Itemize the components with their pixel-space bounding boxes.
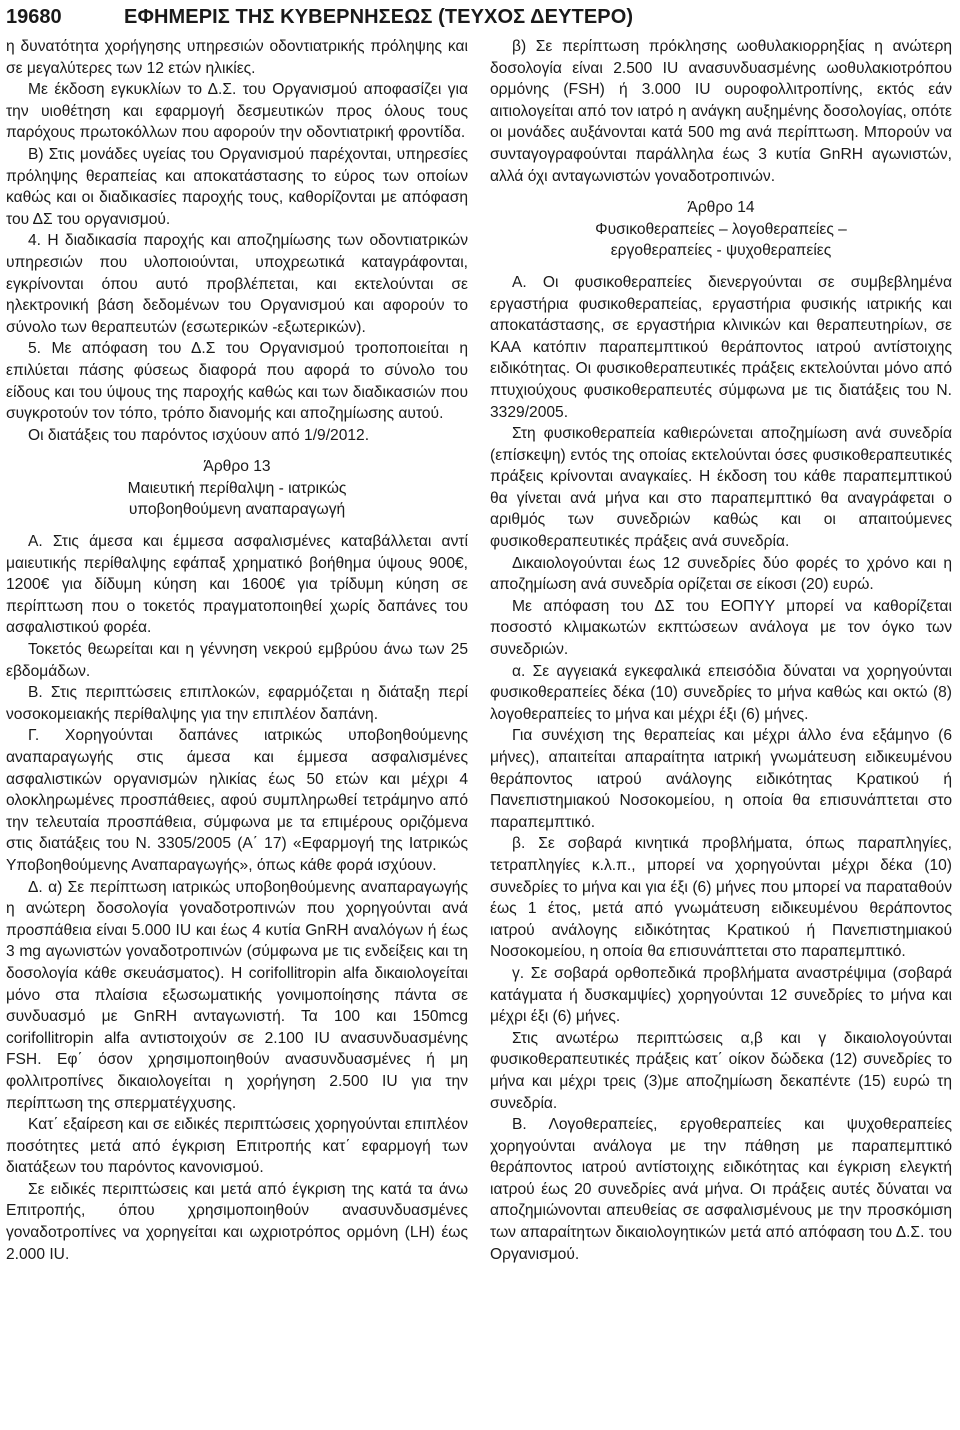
page-number: 19680 bbox=[6, 5, 62, 28]
article-14-title-line2: εργοθεραπείες - ψυχοθεραπείες bbox=[610, 242, 832, 260]
right-column bbox=[490, 36, 952, 1265]
paragraph: Γ. Χορηγούνται δαπάνες ιατρικώς υποβοηθούμενης αναπαραγωγής στις άμεσα και έμμεσα ασφαλισμένες ασφαλιστικών οργανισμών ηλικίας έως 50 ετών και μέχρι 4 ολοκληρωμένες προσπάθειες, αφού συμπληρωθεί τετράμηνο από την τελευταία προσπάθεια, σύμφωνα με τα επιμέρους οριζόμενα στις διατάξεις του Ν. 3305/2005 (Α΄ 17) «Εφαρμογή της Ιατρικώς Υποβοηθούμενης Αναπαραγωγής», όπως κάθε φορά ισχύουν. bbox=[6, 727, 468, 874]
paragraph: Τοκετός θεωρείται και η γέννηση νεκρού εμβρύου άνω των 25 εβδομάδων. bbox=[6, 641, 468, 680]
paragraph: Οι διατάξεις του παρόντος ισχύουν από 1/9/2012. bbox=[28, 426, 370, 444]
article-13-title-line1: Μαιευτική περίθαλψη - ιατρικώς bbox=[127, 479, 347, 497]
paragraph: Στις ανωτέρω περιπτώσεις α,β και γ δικαιολογούνται φυσικοθεραπευτικές πράξεις κατ΄ οίκον δώδεκα (12) συνεδρίες το μήνα και μέχρι τρεις (3)με αποζημίωση δεκαπέντε (15) ευρώ τη συνεδρία. bbox=[490, 1029, 952, 1112]
paragraph: α. Σε αγγειακά εγκεφαλικά επεισόδια δύναται να χορηγούνται φυσικοθεραπείες δέκα (10) συνεδρίες το μήνα καθώς και οκτώ (8) λογοθεραπείες το μήνα και μέχρι έξι (6) μήνες. bbox=[490, 662, 952, 723]
article-14-number: Άρθρο 14 bbox=[687, 199, 755, 217]
paragraph: Σε ειδικές περιπτώσεις και μετά από έγκριση της κατά τα άνω Επιτροπής, όπου χρησιμοποιηθούν ανασυνδυασμένες γοναδοτροπίνες να χορηγείται και ωχριοτρόπος ορμόνη (LH) έως 2.000 IU. bbox=[6, 1180, 468, 1263]
page-header bbox=[6, 2, 954, 32]
paragraph: Α. Οι φυσικοθεραπείες διενεργούνται σε συμβεβλημένα εργαστήρια φυσικοθεραπείας, εργαστήρια φυσικής ιατρικής και αποκατάστασης, σε εργαστήρια κλινικών και θεραπευτηρίων, σε ΚΑΑ κατόπιν παραπεμπτικού θεράποντος ιατρού αντίστοιχης ειδικότητας. Οι φυσικοθεραπευτικές πράξεις εκτελούνται μόνο από πτυχιούχους φυσικοθεραπευτές σύμφωνα με τις διατάξεις του Ν. 3329/2005. bbox=[490, 273, 952, 421]
paragraph: Στη φυσικοθεραπεία καθιερώνεται αποζημίωση ανά συνεδρία (επίσκεψη) εντός της οποίας εκτελούνται όσες φυσικοθεραπευτικές πράξεις κρίνονται αναγκαίες. Η έκδοση του κάθε παραπεμπτικού θα γίνεται ανά μήνα και στο παραπεμπτικό θα αναγράφεται ο αριθμός των συνεδριών καθώς και οι απαιτούμενες φυσικοθεραπευτικές πράξεις ανά συνεδρία. bbox=[490, 425, 952, 551]
paragraph: η δυνατότητα χορήγησης υπηρεσιών οδοντιατρικής πρόληψης και σε μεγαλύτερες των 12 ετών ηλικίες. bbox=[6, 38, 468, 77]
paragraph: Β) Στις μονάδες υγείας του Οργανισμού παρέχονται, υπηρεσίες πρόληψης θεραπείας και αποκατάστασης το εύρος των οποίων καθώς και οι διαδικασίες παροχής τους, καθορίζονται με απόφαση του ΔΣ του οργανισμού. bbox=[6, 145, 468, 228]
paragraph: Για συνέχιση της θεραπείας και μέχρι άλλο ένα εξάμηνο (6 μήνες), απαιτείται απαραίτητα ιατρική γνωμάτευση ειδικευμένου θεράποντος ιατρού ανάλογης ειδικότητας Κρατικού ή Πανεπιστημιακού Νοσοκομείου, η οποία θα επισυνάπτεται στο παραπεμπτικό. bbox=[490, 727, 952, 831]
paragraph: β) Σε περίπτωση πρόκλησης ωοθυλακιορρηξίας η ανώτερη δοσολογία είναι 2.500 IU ανασυνδυασμένης ωοθυλακιοτρόπου ορμόνης (FSH) ή 3.000 IU ουροφολλιτροπίνης, εκτός εάν αιτιολογείται από τον ιατρό η ανάγκη αυξημένης δοσολογίας, οπότε οι μονάδες αυξάνονται κατά 500 mg ανά περίπτωση. Μπορούν να συνταγογραφούνται παράλληλα έως 3 κυτία GnRH αγωνιστών, αλλά όχι ανταγωνιστών γοναδοτροπινών. bbox=[490, 38, 952, 185]
article-13-title-line2: υποβοηθούμενη αναπαραγωγή bbox=[128, 501, 346, 519]
paragraph: β. Σε σοβαρά κινητικά προβλήματα, όπως παραπληγίες, τετραπληγίες κ.λ.π., μπορεί να χορηγούνται μέχρι δέκα (10) συνεδρίες το μήνα και για έξι (6) μήνες που μπορεί να παραταθούν έως 1 έτος, μετά από γνωμάτευση ειδικευμένου θεράποντος ιατρού ανάλογης ειδικότητας Κρατικού ή Πανεπιστημιακού Νοσοκομείου, η οποία θα επισυνάπτεται στο παραπεμπτικό. bbox=[490, 835, 952, 961]
paragraph: γ. Σε σοβαρά ορθοπεδικά προβλήματα αναστρέψιμα (σοβαρά κατάγματα ή δυσκαμψίες) χορηγούνται 12 συνεδρίες το μήνα και μέχρι έξι (6) μήνες. bbox=[490, 964, 952, 1026]
left-column bbox=[6, 36, 468, 1265]
article-14-title-line1: Φυσικοθεραπείες – λογοθεραπείες – bbox=[595, 220, 847, 238]
paragraph: 5. Με απόφαση του Δ.Σ του Οργανισμού τροποποιείται η επιλύεται πάσης φύσεως διαφορά που αφορά το σύνολο του είδους και του ύψους της παροχής καθώς και των διαδικασιών που συγκροτούν τον τόπο, τρόπο διανομής και αποζημίωσης αυτού. bbox=[6, 340, 468, 423]
paragraph: Με έκδοση εγκυκλίων το Δ.Σ. του Οργανισμού αποφασίζει για την υιοθέτηση και εφαρμογή δεσμευτικών προς όλους τους παρόχους πρωτοκόλλων που αφορούν την οδοντιατρική φροντίδα. bbox=[6, 81, 468, 142]
paragraph: Δικαιολογούνται έως 12 συνεδρίες δύο φορές το χρόνο και η αποζημίωση ανά συνεδρία ορίζεται σε είκοσι (20) ευρώ. bbox=[490, 554, 952, 594]
paragraph: Δ. α) Σε περίπτωση ιατρικώς υποβοηθούμενης αναπαραγωγής η ανώτερη δοσολογία γοναδοτροπινών που χορηγούνται ανά προσπάθεια είναι 5.000 IU και έως 4 κυτία GnRH αναλόγων ή έως 3 mg αγωνιστών γοναδοτροπινών (σύμφωνα με τις ενδείξεις και τη δοσολογία κάθε σκευάσματος). Η corifollitropin alfa δικαιολογείται μόνο στα πλαίσια εξωσωματικής γονιμοποίησης πάντα σε συνδυασμό με GnRH ανταγωνιστή. Τα 100 και 150mcg corifollitropin alfa αντιστοιχούν σε 2.100 IU ανασυνδυασμένης FSH. Εφ΄ όσον χρησιμοποιηθούν ανασυνδυασμένες ή μη φολλιτροπίνες δικαιολογείται η χορήγηση 2.500 IU για την περίπτωση της σπερματέγχυσης. bbox=[6, 878, 468, 1112]
paragraph: Κατ΄ εξαίρεση και σε ειδικές περιπτώσεις χορηγούνται επιπλέον ποσότητες μετά από έγκριση Επιτροπής κατ΄ εφαρμογή των διατάξεων του παρόντος κανονισμού. bbox=[6, 1116, 468, 1177]
paragraph: Β. Στις περιπτώσεις επιπλοκών, εφαρμόζεται η διάταξη περί νοσοκομειακής περίθαλψης για την επιπλέον δαπάνη. bbox=[6, 684, 468, 723]
article-13-number: Άρθρο 13 bbox=[203, 458, 271, 476]
paragraph: Α. Στις άμεσα και έμμεσα ασφαλισμένες καταβάλλεται αντί μαιευτικής περίθαλψης εφάπαξ χρηματικό βοήθημα ύψους 900€, 1200€ για δίδυμη κύηση και 1600€ για τρίδυμη κύηση σε περίπτωση που ο τοκετός πραγματοποιηθεί χωρίς δαπάνες του ασφαλιστικού φορέα. bbox=[6, 533, 468, 637]
paragraph: Με απόφαση του ΔΣ του ΕΟΠΥΥ μπορεί να καθορίζεται ποσοστό κλιμακωτών εκπτώσεων ανάλογα με τον όγκο των συνεδριών. bbox=[490, 597, 952, 659]
paragraph: 4. Η διαδικασία παροχής και αποζημίωσης των οδοντιατρικών υπηρεσιών που υλοποιούνται, υποχρεωτικά καταγράφονται, εγκρίνονται όπου αυτό προβλέπεται, και εκτελούνται σε ηλεκτρονική βάση δεδομένων του Οργανισμού και αφορούν το σύνολο των θεραπευτών (εσωτερικών -εξωτερικών). bbox=[6, 232, 468, 336]
journal-title: ΕΦΗΜΕΡΙΣ ΤΗΣ ΚΥΒΕΡΝΗΣΕΩΣ (ΤΕΥΧΟΣ ΔΕΥΤΕΡΟ) bbox=[124, 5, 634, 28]
paragraph: Β. Λογοθεραπείες, εργοθεραπείες και ψυχοθεραπείες χορηγούνται ανάλογα με την πάθηση με παραπεμπτικό θεράποντος ιατρού αντίστοιχης ειδικότητας και έγκριση ελεγκτή ιατρού έως 20 συνεδρίες ανά μήνα. Οι πράξεις αυτές δύναται να αποζημιώνονται απευθείας σε ασφαλισμένους με την προσκόμιση των απαραίτητων δικαιολογητικών μετά από απόφαση του Δ.Σ. του Οργανισμού. bbox=[490, 1116, 952, 1263]
